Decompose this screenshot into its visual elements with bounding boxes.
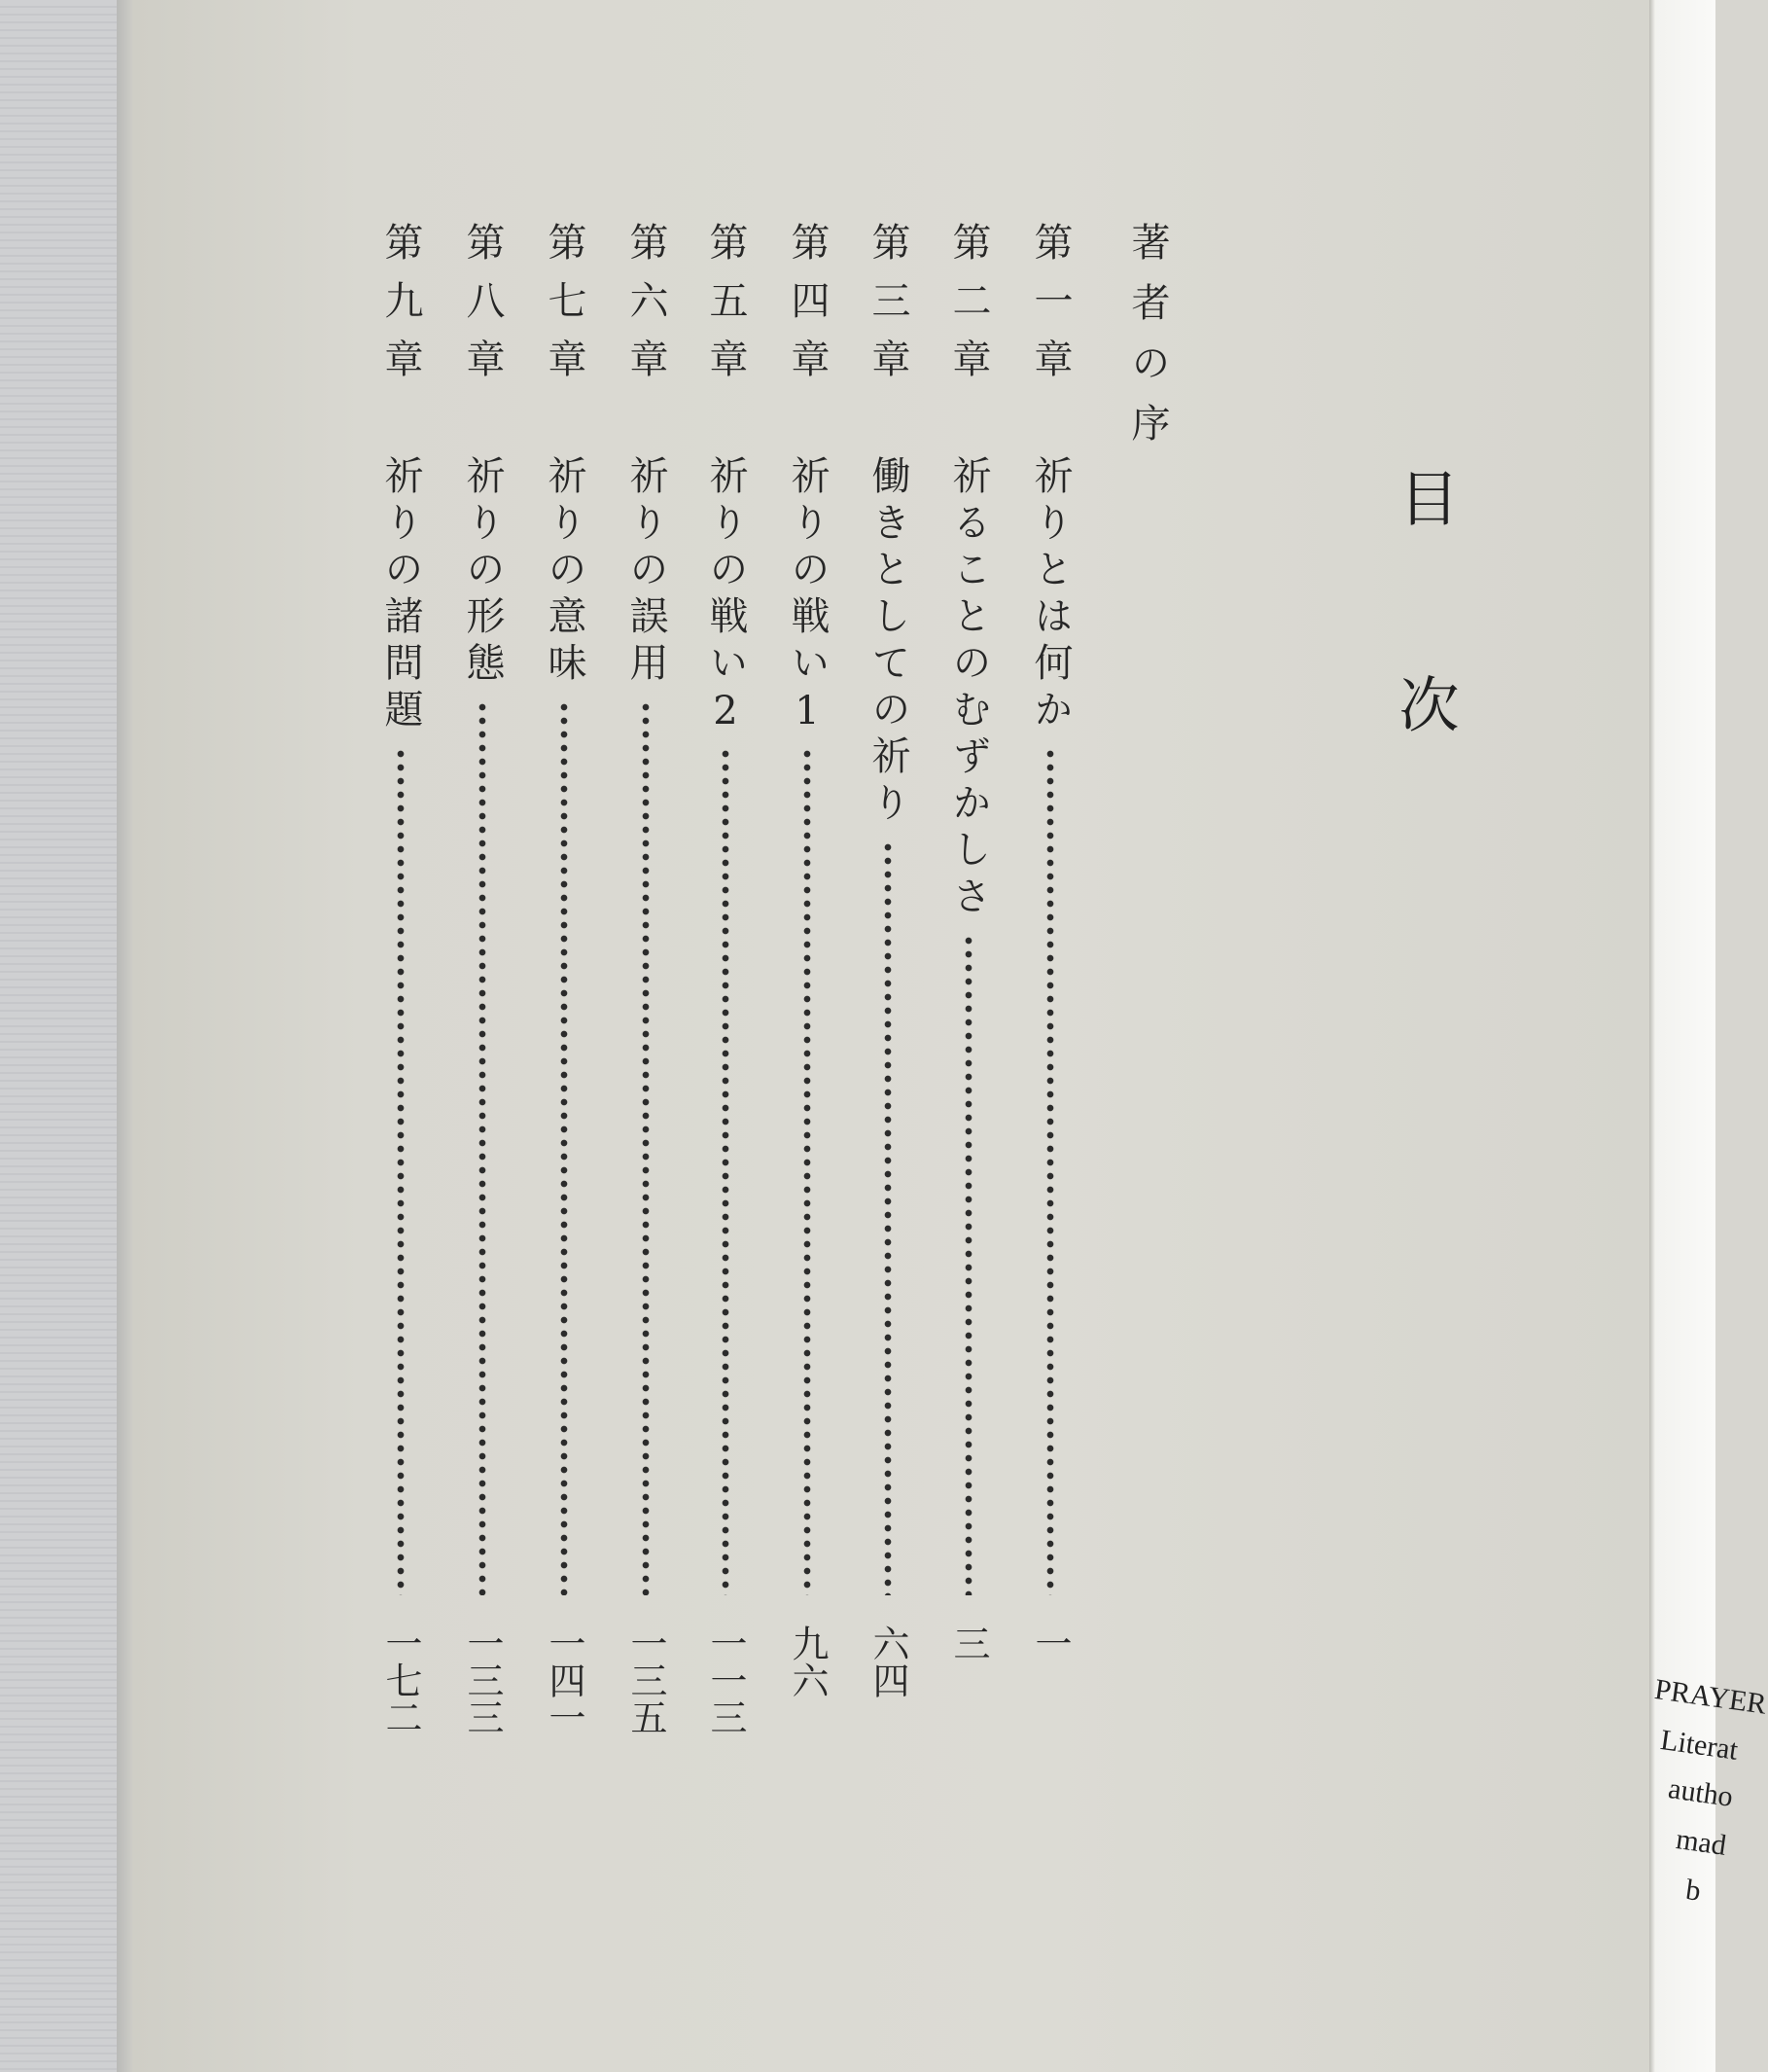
page-number: 九六 <box>786 1625 829 1698</box>
spacer <box>946 397 991 455</box>
chapter-title: 働きとしての祈り <box>866 455 910 829</box>
page-number: 三 <box>947 1625 990 1661</box>
leader-dots <box>478 700 486 1595</box>
chapter-title: 祈りの戦い2 <box>703 455 748 741</box>
page-number: 一七二 <box>379 1625 422 1735</box>
chapter-label: 第五章 <box>703 222 748 397</box>
chapter-label: 第四章 <box>785 222 830 397</box>
spacer <box>703 397 748 455</box>
next-page-line: mad <box>1674 1823 1729 1862</box>
next-page-line: autho <box>1666 1772 1736 1813</box>
spacer <box>542 397 586 455</box>
preface-entry: 著者の序 <box>1125 222 1170 463</box>
page-number: 一三五 <box>624 1625 667 1735</box>
chapter-label: 第六章 <box>623 222 668 397</box>
spacer <box>460 397 505 455</box>
chapter-title: 祈ることのむずかしさ <box>946 455 991 922</box>
spacer <box>378 397 423 455</box>
leader-dots <box>965 934 972 1595</box>
leader-dots <box>1046 747 1054 1595</box>
chapter-entry <box>1023 222 1078 1661</box>
chapter-title: 祈りの誤用 <box>623 455 668 689</box>
page-number: 一四一 <box>543 1625 585 1735</box>
chapter-label: 第三章 <box>866 222 910 397</box>
next-page-line: b <box>1683 1874 1703 1908</box>
leader-dots <box>642 700 650 1595</box>
chapter-entry <box>455 222 510 1735</box>
next-page-line: Literat <box>1658 1724 1741 1767</box>
toc-heading: 目次 <box>1389 467 1460 879</box>
spacer <box>1028 397 1073 455</box>
chapter-title: 祈りの形態 <box>460 455 505 689</box>
chapter-entry <box>619 222 673 1735</box>
chapter-title: 祈りの意味 <box>542 455 586 689</box>
chapter-title: 祈りとは何か <box>1028 455 1073 735</box>
spacer <box>785 397 830 455</box>
chapter-entry <box>941 222 996 1661</box>
spacer <box>623 397 668 455</box>
chapter-entry <box>861 222 915 1698</box>
chapter-label: 第一章 <box>1028 222 1073 397</box>
leader-dots <box>722 747 729 1595</box>
spacer <box>866 397 910 455</box>
book-spine <box>0 0 117 2072</box>
chapter-title: 祈りの戦い1 <box>785 455 830 741</box>
page-number: 一一三 <box>704 1625 747 1735</box>
chapter-label: 第二章 <box>946 222 991 397</box>
page-number: 一三三 <box>461 1625 504 1735</box>
chapter-label: 第七章 <box>542 222 586 397</box>
chapter-label: 第八章 <box>460 222 505 397</box>
leader-dots <box>397 747 405 1595</box>
leader-dots <box>884 840 892 1595</box>
page-number: 六四 <box>866 1625 909 1698</box>
page-number: 一 <box>1029 1625 1072 1661</box>
chapter-label: 第九章 <box>378 222 423 397</box>
chapter-entry <box>780 222 834 1698</box>
chapter-title: 祈りの諸問題 <box>378 455 423 735</box>
chapter-entry <box>698 222 753 1735</box>
next-page <box>1649 0 1768 2072</box>
leader-dots <box>560 700 568 1595</box>
leader-dots <box>803 747 811 1595</box>
chapter-entry <box>537 222 591 1735</box>
next-page-line: PRAYER <box>1652 1673 1768 1721</box>
chapter-entry <box>373 222 428 1735</box>
